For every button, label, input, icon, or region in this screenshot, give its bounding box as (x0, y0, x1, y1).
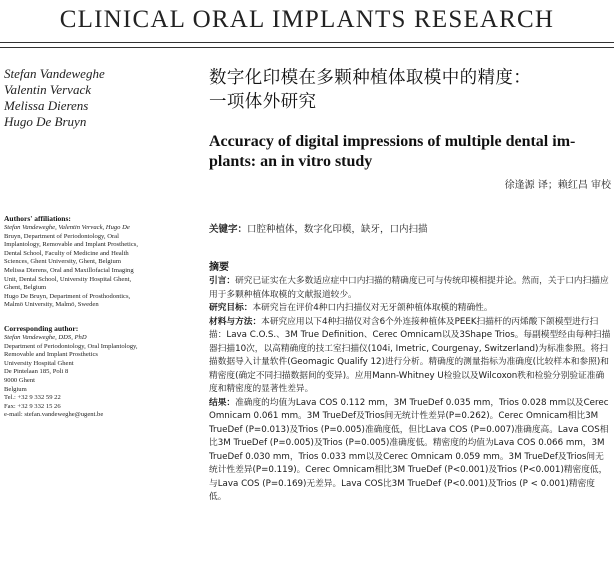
translator-credit: 徐逢源 译；赖红昌 审校 (504, 180, 611, 191)
section-text: 本研究旨在评价4种口内扫描仪对无牙颌种植体取模的精确性。 (252, 303, 493, 313)
corresponding-line: Belgium (4, 385, 27, 393)
corresponding-line: Tel.: +32 9 332 59 22 (4, 394, 61, 402)
title-en-line: plants: an in vitro study (209, 153, 373, 170)
corresponding-line: Fax: +32 9 332 15 26 (4, 402, 61, 410)
affiliation-line: Malmö University, Malmö, Sweden (4, 301, 99, 309)
affiliation-line: Dental School, Faculty of Medicine and Health (4, 249, 129, 257)
corresponding-author (4, 324, 182, 420)
corresponding-line: De Pintelaan 185, Poli 8 (4, 368, 69, 376)
corresponding-line: 9000 Ghent (4, 376, 35, 384)
section-text: 准确度的均值为Lava COS 0.112 mm，3M TrueDef 0.035 mm，Trios 0.028 mm以及Cerec Omnicam 0.061 mm。3M TrueDef及Trios间无统计性差异(P=0.262)。Cerec Omnicam相比3M TrueDef (P=0.013)及Trios (P=0.005)准确度低，但比Lava COS (P=0.007)准确度高。Lava COS相比3M TrueDef (P=0.005)及Trios (P=0.005)准确度低。精密度的均值为Lava COS 0.066 mm，3M TrueDef 0.030 mm，Trios 0.033 mm以及Cerec Omnicam 0.059 mm。3M TrueDef及Trios间无统计性差异(P=0.119)。Cerec Omnicam相比3M TrueDef (P<0.001)及Trios (P<0.001)精密度低，与Lava COS (P=0.169)无差异。Lava COS比3M TrueDef (P<0.001)及Trios (P < 0.001)精密度低。 (209, 397, 609, 502)
corresponding-email: e-mail: stefan.vandeweghe@ugent.be (4, 411, 104, 419)
corresponding-line: University Hospital Ghent (4, 359, 74, 367)
keywords (209, 221, 611, 235)
header-rule-top (0, 42, 614, 43)
author-name: Stefan Vandeweghe (4, 66, 105, 81)
journal-title: CLINICAL ORAL IMPLANTS RESEARCH (59, 6, 555, 33)
article-main (209, 66, 611, 502)
abstract (209, 258, 611, 505)
corresponding-line: Removable and Implant Prosthetics (4, 351, 98, 359)
affiliation-line: Melissa Dierens, Oral and Maxillofacial Imaging (4, 266, 134, 274)
title-zh-line: 一项体外研究 (209, 92, 317, 112)
article-title-zh (209, 66, 611, 114)
author-name: Valentin Vervack (4, 82, 91, 97)
abstract-methods (209, 316, 611, 397)
affiliation-line: Unit, Dental School, University Hospital Ghent, (4, 275, 132, 283)
author-name: Melissa Dierens (4, 98, 89, 113)
section-text: 本研究应用以下4种扫描仪对含6个外连接种植体及PEEK扫描杆的丙烯酸下颌模型进行扫描：Lava C.O.S.、3M True Definition、Cerec Omnicam以及3Shape Trios。每副模型经由每种扫描器扫描10次，以高精确度的技工室扫描仪(104i, Imetric, Courgenay, Switzerland)为标准参照。将扫描数据导入计量软件(Geomagic Qualify 12)进行分析。精确度的测量指标为准确度(比较样本和参照)和精密度(确定不同扫描数据间的变异)。应用Mann-Whitney U检验以及Wilcoxon秩和检验分别验证准确度和精密度的显著性差异。 (209, 316, 611, 394)
section-label: 材料与方法： (209, 316, 262, 327)
section-label: 结果： (209, 397, 236, 408)
affiliation-line: Stefan Vandeweghe, Valentin Vervack, Hugo De (4, 224, 130, 231)
affiliations-title: Authors' affiliations: (4, 214, 71, 223)
corresponding-title: Corresponding author: (4, 324, 79, 333)
title-en-line: Accuracy of digital impressions of multiple dental im- (209, 133, 576, 150)
author-name: Hugo De Bruyn (4, 114, 87, 129)
abstract-heading: 摘要 (209, 262, 229, 273)
article-title-en (209, 132, 611, 172)
abstract-results (209, 397, 611, 505)
corresponding-line: Department of Periodontology, Oral Implantology, (4, 342, 138, 350)
header-rule-bottom (0, 47, 614, 48)
author-column (4, 66, 182, 419)
section-label: 研究目标： (209, 303, 253, 313)
abstract-aim (209, 302, 611, 316)
affiliation-line: Bruyn, Department of Periodontology, Oral (4, 232, 119, 240)
section-label: 引言： (209, 276, 236, 286)
section-text: 研究已证实在大多数适应症中口内扫描的精确度已可与传统印模相提并论。然而，关于口内扫描应用于多颗种植体取模的文献报道较少。 (209, 276, 609, 300)
affiliation-line: Ghent, Belgium (4, 284, 47, 292)
affiliation-line: Implantology, Removable and Implant Prosthetics, (4, 241, 138, 249)
affiliations (4, 214, 182, 310)
title-zh-line: 数字化印模在多颗种植体取模中的精度： (209, 68, 532, 88)
abstract-introduction (209, 275, 611, 302)
keywords-text: 口腔种植体，数字化印模，缺牙，口内扫描 (247, 224, 428, 235)
keywords-label: 关键字： (209, 224, 248, 235)
affiliation-line: Hugo De Bruyn, Department of Prosthodontics, (4, 292, 131, 300)
corresponding-line: Stefan Vandeweghe, DDS, PhD (4, 334, 87, 341)
affiliation-line: Sciences, Ghent University, Ghent, Belgium (4, 258, 121, 266)
